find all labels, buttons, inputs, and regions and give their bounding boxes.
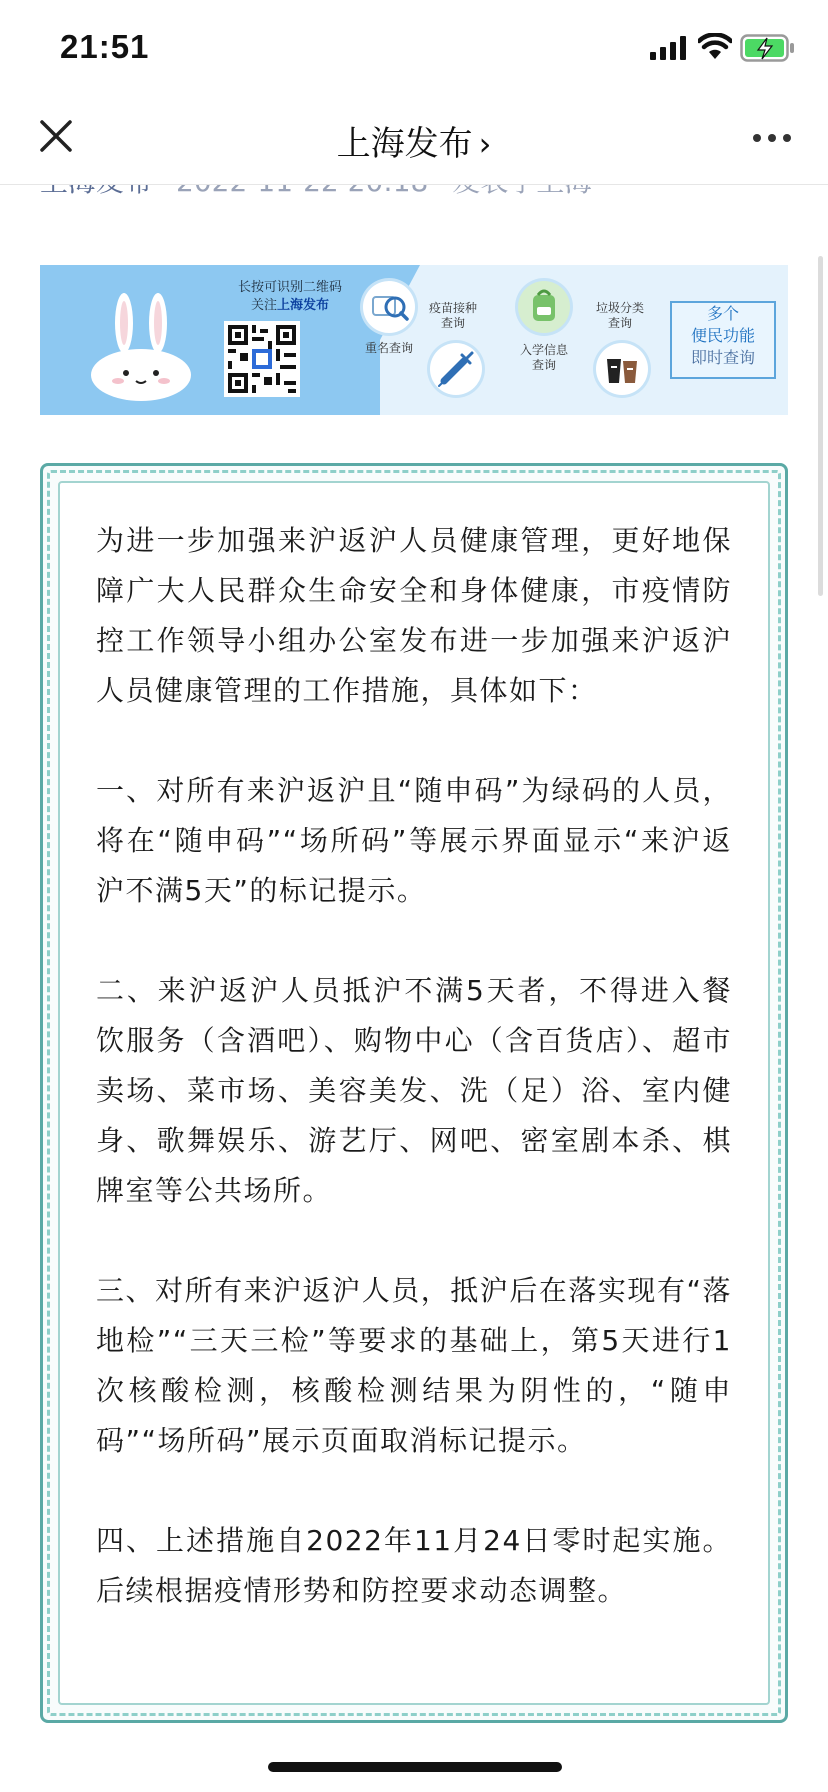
garbage-sorting-line1: 垃圾分类 [595,301,644,315]
vaccine-label[interactable] [418,301,488,331]
school-info-line1: 入学信息 [519,343,568,357]
article-paragraph-2: 二、来沪返沪人员抵沪不满5天者，不得进入餐饮服务（含酒吧）、购物中心（含百货店）、超市卖场、菜市场、美容美发、洗（足）浴、室内健身、歌舞娱乐、游艺厅、网吧、密室剧本杀、棋牌室等公共场所。 [96,974,732,1207]
cellular-signal-icon [650,36,690,60]
qr-caption-prefix: 关注 [250,298,277,313]
article-body [96,516,732,1616]
more-icon[interactable] [752,132,792,144]
cta-line2: 便民功能 [690,326,755,345]
garbage-sorting-line2: 查询 [607,316,632,330]
school-info-label[interactable] [508,343,580,373]
article-paragraph-4: 四、上述措施自2022年11月24日零时起实施。后续根据疫情形势和防控要求动态调整。 [96,1524,732,1607]
article-paragraph-intro: 为进一步加强来沪返沪人员健康管理，更好地保障广大人民群众生命安全和身体健康，市疫情防控工作领导小组办公室发布进一步加强来沪返沪人员健康管理的工作措施，具体如下： [96,524,732,707]
syringe-icon[interactable] [430,343,482,395]
status-time: 21:51 [60,28,150,65]
cta-line3: 即时查询 [690,348,755,367]
school-bag-icon[interactable] [518,281,570,333]
qr-caption-account: 上海发布 [277,298,330,313]
nav-bar [0,96,828,185]
article-paragraph-1: 一、对所有来沪返沪且“随申码”为绿码的人员，将在“随申码”“场所码”等展示界面显示“来沪返沪不满5天”的标记提示。 [96,774,732,907]
chevron-right-icon: › [478,125,492,163]
vaccine-label-line2: 查询 [440,316,465,330]
qr-code-icon[interactable] [224,321,300,397]
service-banner[interactable] [40,265,788,415]
vaccine-label-line1: 疫苗接种 [428,301,477,315]
wifi-icon [698,33,732,61]
more-services-button[interactable] [670,301,776,379]
scrollbar-thumb[interactable] [818,256,823,596]
qr-caption [200,279,380,315]
bunny-mascot-icon [88,293,194,403]
qr-caption-line2 [200,297,380,315]
qr-caption-line1: 长按可识别二维码 [237,280,342,295]
school-info-line2: 查询 [531,358,556,372]
cta-line1: 多个 [706,304,739,323]
status-bar [0,0,828,96]
trash-bin-icon[interactable] [596,343,648,395]
account-title[interactable] [0,116,828,165]
article-paragraph-3: 三、对所有来沪返沪人员，抵沪后在落实现有“落地检”“三天三检”等要求的基础上，第5天进行1次核酸检测，核酸检测结果为阴性的，“随申码”“场所码”展示页面取消标记提示。 [96,1274,732,1457]
battery-charging-icon [740,34,796,62]
name-check-label[interactable]: 重名查询 [364,341,413,355]
name-check-icon[interactable] [363,281,415,333]
garbage-sorting-label[interactable] [584,301,656,331]
account-name: 上海发布 [336,124,473,164]
home-indicator[interactable] [268,1762,562,1772]
